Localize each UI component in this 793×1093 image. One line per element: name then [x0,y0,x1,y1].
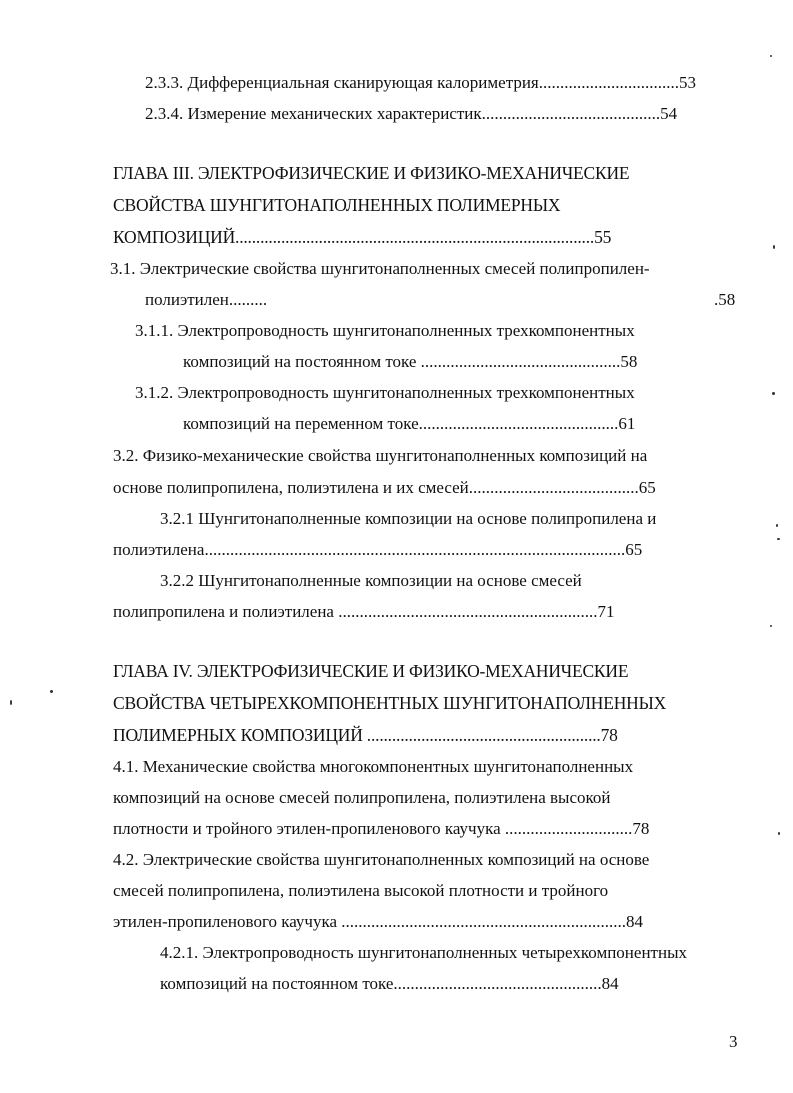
toc-entry-3-2-1-line-1: 3.2.1 Шунгитонаполненные композиции на основе полипропилена и [160,509,657,528]
scan-speck [772,392,775,395]
toc-entry-2-3-3: 2.3.3. Дифференциальная сканирующая калориметрия.................................53 [145,73,697,92]
scan-speck [770,55,772,57]
scan-speck [50,690,53,693]
toc-entry-4-2-line-3: этилен-пропиленового каучука ...................................................................84 [113,912,644,931]
chapter-4-title-line-1: ГЛАВА IV. ЭЛЕКТРОФИЗИЧЕСКИЕ И ФИЗИКО-МЕХАНИЧЕСКИЕ [113,661,629,681]
toc-entry-3-1-1-line-1: 3.1.1. Электропроводность шунгитонаполненных трехкомпонентных [135,321,635,340]
toc-entry-4-2-line-1: 4.2. Электрические свойства шунгитонаполненных композиций на основе [113,850,650,869]
chapter-3-title-line-2: СВОЙСТВА ШУНГИТОНАПОЛНЕННЫХ ПОЛИМЕРНЫХ [113,195,561,215]
chapter-4-title-line-2: СВОЙСТВА ЧЕТЫРЕХКОМПОНЕНТНЫХ ШУНГИТОНАПОЛНЕННЫХ [113,693,667,713]
chapter-3-title-line-3: КОМПОЗИЦИЙ......................................................................................55 [113,227,612,247]
toc-entry-3-1-1-line-2: композиций на постоянном токе ...............................................58 [183,352,638,371]
scan-speck [778,832,780,835]
page-number: 3 [729,1032,738,1051]
toc-entry-3-1-line-1: 3.1. Электрические свойства шунгитонаполненных смесей полипропилен- [110,259,650,278]
scan-speck [10,700,12,705]
toc-entry-3-1-line-2: полиэтилен......... [145,290,268,309]
toc-entry-3-1-2-line-1: 3.1.2. Электропроводность шунгитонаполненных трехкомпонентных [135,383,635,402]
toc-entry-4-2-1-line-1: 4.2.1. Электропроводность шунгитонаполненных четырехкомпонентных [160,943,687,962]
scan-speck [770,625,772,627]
scan-speck [776,524,778,527]
toc-entry-3-2-2-line-1: 3.2.2 Шунгитонаполненные композиции на основе смесей [160,571,582,590]
scan-speck [777,538,780,540]
toc-entry-4-2-1-line-2: композиций на постоянном токе.................................................84 [160,974,619,993]
toc-entry-4-2-line-2: смесей полипропилена, полиэтилена высокой плотности и тройного [113,881,609,900]
scan-speck [773,245,775,249]
toc-entry-3-1-page: .58 [714,290,736,309]
toc-entry-3-2-line-1: 3.2. Физико-механические свойства шунгитонаполненных композиций на [113,446,648,465]
chapter-4-title-line-3: ПОЛИМЕРНЫХ КОМПОЗИЦИЙ ........................................................78 [113,725,618,745]
toc-entry-3-2-2-line-2: полипропилена и полиэтилена .............................................................71 [113,602,615,621]
toc-entry-4-1-line-1: 4.1. Механические свойства многокомпонентных шунгитонаполненных [113,757,634,776]
toc-entry-3-2-line-2: основе полипропилена, полиэтилена и их смесей........................................65 [113,478,656,497]
toc-entry-3-1-2-line-2: композиций на переменном токе...............................................61 [183,414,636,433]
toc-entry-4-1-line-3: плотности и тройного этилен-пропиленового каучука ..............................78 [113,819,650,838]
toc-entry-3-2-1-line-2: полиэтилена...................................................................................................65 [113,540,643,559]
toc-entry-2-3-4: 2.3.4. Измерение механических характеристик..........................................54 [145,104,678,123]
toc-entry-4-1-line-2: композиций на основе смесей полипропилена, полиэтилена высокой [113,788,611,807]
chapter-3-title-line-1: ГЛАВА III. ЭЛЕКТРОФИЗИЧЕСКИЕ И ФИЗИКО-МЕХАНИЧЕСКИЕ [113,163,630,183]
